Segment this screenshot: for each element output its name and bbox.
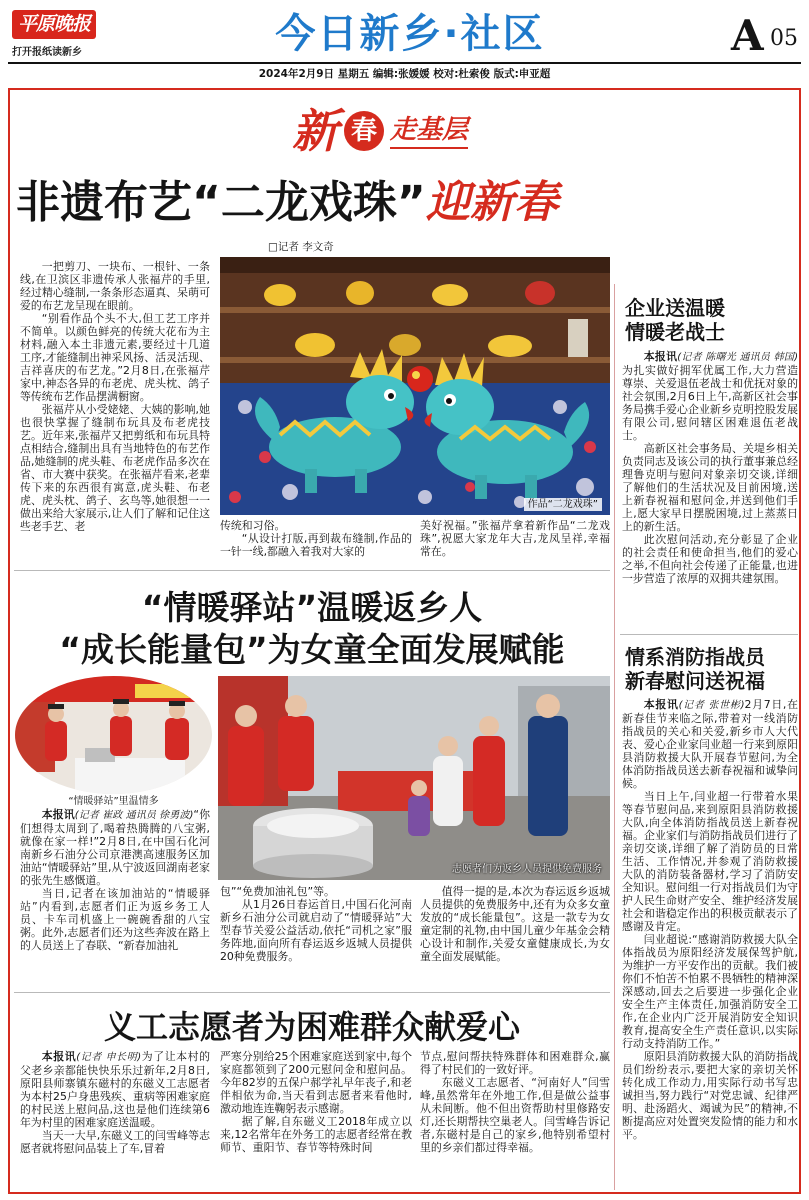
paragraph-continued: 美好祝福。”张福芹拿着新作品“二龙戏珠”,祝愿大家龙年大吉,龙凤呈祥,幸福常在。	[420, 519, 610, 558]
paragraph: 一把剪刀、一块布、一根针、一条线,在卫滨区非遗传承人张福芹的手里,经过精心缝制,一条条形态逼真、呆萌可爱的布艺龙呈现在眼前。	[20, 260, 210, 312]
reporter-credit: (记者 崔政 通讯员 徐勇波)	[74, 810, 194, 821]
paragraph: “别看作品个头不大,但工艺工序并不简单。以颜色鲜亮的传统大花布为主材料,融入本土非遗元素,要经过十几道工序,才能缝制出神采风扬、活灵活现、吉祥喜庆的布艺龙。”2月8日,在张福芹家中,神态各异的布老虎、虎头枕、鸽子等传统布艺作品摆满橱窗。	[20, 312, 210, 403]
paragraph	[20, 808, 210, 887]
sidebar-separator	[620, 634, 798, 635]
dateline: 2024年2月9日 星期五 编辑:张媛媛 校对:杜索俊 版式:申亚超	[258, 68, 551, 80]
sidebar1-title-line1: 企业送温暖	[625, 296, 725, 320]
paragraph: 当日,记者在该加油站的“情暖驿站”内看到,志愿者们正为返乡务工人员、卡车司机盛上一碗碗香甜的八宝粥。此外,志愿者们还为这些奔波在路上的人员送上了春联、“新春加油礼	[20, 887, 210, 952]
dragon-pearl	[407, 366, 433, 392]
paragraph: 原阳县消防救援大队的消防指战员们纷纷表示,要把大家的亲切关怀转化成工作动力,用实际行动书写忠诚担当,努力践行“对党忠诚、纪律严明、赴汤蹈火、竭诚为民”的精神,不断提高应对处置突发险情的能力和水平。	[622, 1050, 798, 1141]
article2-column-3	[420, 885, 610, 982]
paragraph-continued: 传统和习俗。	[220, 519, 286, 532]
paragraph: 闫业超说:“感谢消防救援大队全体指战员为原阳经济发展保驾护航,为维护一方平安作出的贡献。我们被你们不怕苦不怕累不畏牺牲的精神深深感动,回去之后要进一步强化企业安全生产主体责任,加强消防安全工作,在企业内广泛开展消防安全知识教育,提高安全生产责任意识,以实际行动支持消防工作。”	[622, 933, 798, 1050]
sidebar2-title-line1: 情系消防指战员	[625, 645, 765, 669]
article3-column-2	[220, 1050, 412, 1192]
sidebar1-body	[622, 350, 798, 628]
paragraph	[20, 1050, 210, 1129]
paragraph-text: 为了让本村的父老乡亲都能快快乐乐过新年,2月8日,原阳县师寨镇东磁村的东磁义工志愿者为本村25户身患残疾、重病等困难家庭的村民送上慰问品,这也是他们连续第6年为村里的困难家庭送温暖。	[20, 1050, 210, 1129]
reporter-credit: (记者 张世彬)	[678, 700, 745, 711]
photo-dragon-dolls	[220, 257, 610, 515]
photo-service-station	[15, 676, 212, 794]
article3-headline: 义工志愿者为困难群众献爱心	[103, 1008, 520, 1046]
article3-column-1	[20, 1050, 210, 1192]
rice-cooker	[253, 808, 373, 878]
article1-column-3	[420, 519, 610, 561]
newspaper-logo: 平原晚报	[12, 10, 96, 39]
dateline-lead: 本报讯	[41, 1050, 77, 1063]
article1-headline-main: 非遗布艺“二龙戏珠”	[16, 177, 426, 228]
article1-headline-accent: 迎新春	[425, 177, 558, 228]
paragraph: 据了解,自东磁义工2018年成立以来,12名常年在外务工的志愿者经常在教师节、重阳节、春节等特殊时间	[220, 1115, 412, 1154]
article3-column-3	[420, 1050, 610, 1192]
dateline-lead: 本报讯	[41, 808, 75, 821]
paragraph: 从1月26日春运首日,中国石化河南新乡石油分公司就启动了“情暖驿站”大型春节关爱公益活动,依托“司机之家”服务阵地,面向所有春运返乡返城人员提供20种免费服务。	[220, 898, 412, 963]
paragraph: 东磁义工志愿者、“河南好人”闫雪峰,虽然常年在外地工作,但是做公益事从未间断。他不但出资帮助村里修路安灯,还长期帮扶空巢老人。闫雪峰告诉记者,东磁村是自己的家乡,他特别希望村里的乡亲们都过得幸福。	[420, 1076, 610, 1154]
article2-column-2	[220, 885, 412, 982]
masthead-rule	[8, 62, 801, 64]
page-number: 05	[770, 26, 798, 51]
paragraph	[622, 350, 798, 442]
paragraph-text: 2月7日,在新春佳节来临之际,带着对一线消防指战员的关心和关爱,新乡市人大代表、爱心企业家闫业超一行来到原阳县消防救援大队开展春节慰问,为全体消防指战员送去新春祝福和诚挚问候。	[622, 698, 798, 790]
paragraph	[622, 698, 798, 790]
article1-column-1	[20, 260, 210, 558]
reporter-credit: (记者 陈曙光 通讯员 韩国)	[677, 352, 798, 363]
article2-headline-line1: “情暖驿站”温暖返乡人	[141, 588, 483, 627]
paragraph-continued: 包”“免费加油礼包”等。	[220, 885, 335, 898]
dateline-lead: 本报讯	[643, 350, 678, 363]
banner-text: 走基层	[390, 113, 468, 149]
article1-headline	[16, 174, 612, 232]
sidebar2-body	[622, 698, 798, 1192]
service-station-illustration	[15, 676, 212, 794]
feature-banner	[292, 102, 468, 160]
article2-column-1	[20, 808, 210, 982]
paragraph-text: 为扎实做好拥军优属工作,大力营造尊崇、关爱退伍老战士和优抚对象的社会氛围,2月6日上午,高新区社会事务局携手爱心企业新乡克明控股发展有限公司,慰问辖区困难退伍老战士。	[622, 364, 798, 442]
section-title: 今日新乡·社区	[275, 11, 545, 57]
dragon-dolls-illustration	[220, 257, 610, 515]
article2-photo-left-caption: “情暖驿站”里温情多	[68, 796, 159, 807]
sidebar2-title-line2: 新春慰问送祝福	[625, 669, 765, 693]
paragraph-text: “你们想得太周到了,喝着热腾腾的八宝粥,就像在家一样!”2月8日,在中国石化河南新乡石油分公司京港澳高速服务区加油站“情暖驿站”里,从宁波返回湖南老家的张先生感慨道。	[20, 808, 210, 887]
paragraph: 当天一大早,东磁义工的闫雪峰等志愿者就将慰问品装上了车,冒着	[20, 1129, 210, 1155]
article1-photo-caption: 作品“二龙戏珠”	[524, 498, 602, 511]
logo-slogan: 打开报纸读新乡	[12, 47, 82, 58]
article2-headline-line2: “成长能量包”为女童全面发展赋能	[59, 630, 565, 669]
reporter-credit: (记者 申长明)	[76, 1052, 142, 1063]
banner-chun-emblem: 春	[344, 111, 384, 151]
paragraph: 张福芹从小受姥姥、大姨的影响,她也很快掌握了缝制布玩具及布老虎技艺。近年来,张福芹又把剪纸和布玩具特点相结合,缝制出具有当地特色的布艺作品,她缝制的虎头鞋、布老虎作品多次在省、市大赛中获奖。在张福芹看来,老辈传下来的东西很有寓意,虎头鞋、布老虎、虎头枕、鸽子、玄鸟等,她很想一一做出来给大家展示,让人们了解和记住这些老手艺、老	[20, 403, 210, 533]
article2-photo-right-caption: 志愿者们为返乡人员提供免费服务	[452, 864, 602, 875]
paragraph: “从设计打版,再到裁布缝制,作品的一针一线,都融入着我对大家的	[220, 532, 412, 558]
paragraph-continued: 严寒分别给25个困难家庭送到家中,每个家庭都领到了200元慰问金和慰问品。今年82岁的五保户郝学礼早年丧子,和老伴相依为命,当天看到志愿者来看他时,激动地连连鞠躬表示感谢。	[220, 1050, 412, 1115]
paragraph: 此次慰问活动,充分彰显了企业的社会责任和使命担当,他们的爱心之举,不但向社会传递了正能量,也进一步营造了浓厚的双拥共建氛围。	[622, 533, 798, 585]
page-letter: A	[731, 11, 764, 60]
paragraph-continued: 节点,慰问帮扶特殊群体和困难群众,赢得了村民们的一致好评。	[420, 1050, 610, 1076]
paragraph: 当日上午,闫业超一行带着水果等春节慰问品,来到原阳县消防救援大队,向全体消防指战员送上新春祝福。企业家们与消防指战员们进行了亲切交谈,详细了解了消防员的日常生活、工作情况,并参观了消防救援大队的消防装备器材,学习了消防安全知识。慰问组一行对指战员们为守护人民生命财产安全、维护经济发展社会和谐稳定作出的积极贡献表示了感谢及肯定。	[622, 790, 798, 933]
article1-column-2	[220, 519, 412, 561]
article-separator	[14, 992, 610, 993]
photo-volunteers	[218, 676, 610, 880]
article-separator	[14, 570, 610, 571]
volunteers-illustration	[218, 676, 610, 880]
paragraph: 值得一提的是,本次为春运返乡返城人员提供的免费服务中,还有为众多女童发放的“成长能量包”。这是一款专为女童定制的礼物,由中国儿童少年基金会精心设计和制作,关爱女童健康成长,为女童全面发展赋能。	[420, 885, 610, 963]
paragraph: 高新区社会事务局、关堤乡相关负责同志及该公司的执行董事兼总经理鲁克明与慰问对象亲切交谈,详细了解他们的生活状况及目前困境,送上新春祝福和慰问金,并送到他们手上,愿大家早日摆脱困境,过上蒸蒸日上的新生活。	[622, 442, 798, 533]
banner-xin: 新	[292, 104, 338, 158]
sidebar1-title-line2: 情暖老战士	[625, 320, 725, 344]
sidebar-divider	[614, 284, 615, 1190]
article1-byline: □记者 李文奇	[268, 241, 334, 253]
dateline-lead: 本报讯	[643, 698, 679, 711]
